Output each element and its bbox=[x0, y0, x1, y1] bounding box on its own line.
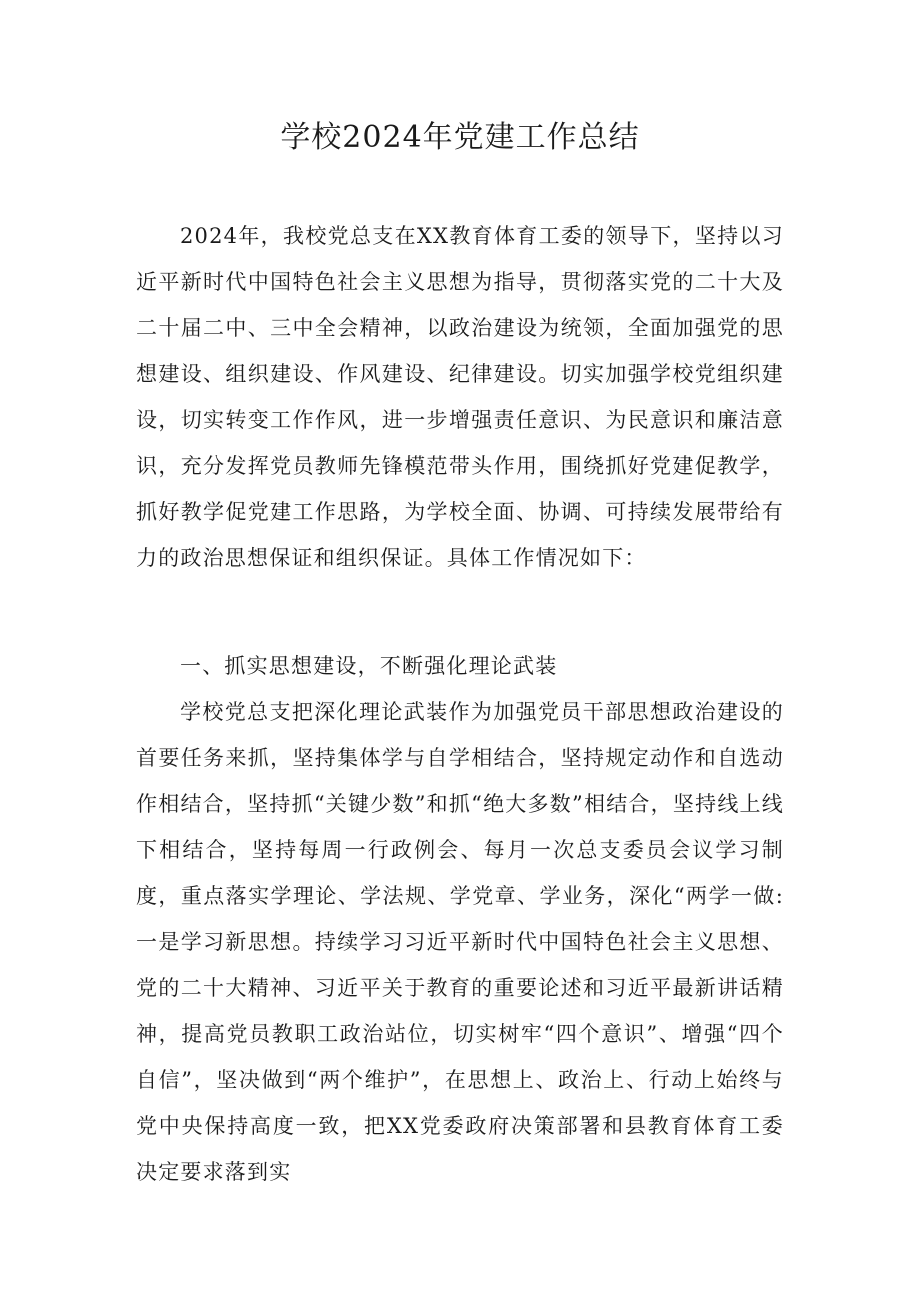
document-title: 学校2024年党建工作总结 bbox=[280, 120, 640, 155]
section-heading: 一、抓实思想建设，不断强化理论武装 bbox=[180, 654, 558, 678]
section-paragraph: 学校党总支把深化理论武装作为加强党员干部思想政治建设的首要任务来抓，坚持集体学与自学相结合，坚持规定动作和自选动作相结合，坚持抓“关键少数”和抓“绝大多数”相结合，坚持线上线下相结合，坚持每周一行政例会、每月一次总支委员会议学习制度，重点落实学理论、学法规、学党章、学业务，深化“两学一做:一是学习新思想。持续学习习近平新时代中国特色社会主义思想、党的二十大精神、习近平关于教育的重要论述和习近平最新讲话精神，提高党员教职工政治站位，切实树牢“四个意识”、增强“四个自信”，坚决做到“两个维护”，在思想上、政治上、行动上始终与党中央保持高度一致，把XX党委政府决策部署和县教育体育工委决定要求落到实 bbox=[136, 700, 784, 1184]
intro-paragraph: 2024年，我校党总支在XX教育体育工委的领导下，坚持以习近平新时代中国特色社会主义思想为指导，贯彻落实党的二十大及二十届二中、三中全会精神，以政治建设为统领，全面加强党的思想建设、组织建设、作风建设、纪律建设。切实加强学校党组织建设，切实转变工作作风，进一步增强责任意识、为民意识和廉洁意识，充分发挥党员教师先锋模范带头作用，围绕抓好党建促教学，抓好教学促党建工作思路，为学校全面、协调、可持续发展带给有力的政治思想保证和组织保证。具体工作情况如下： bbox=[136, 224, 784, 570]
